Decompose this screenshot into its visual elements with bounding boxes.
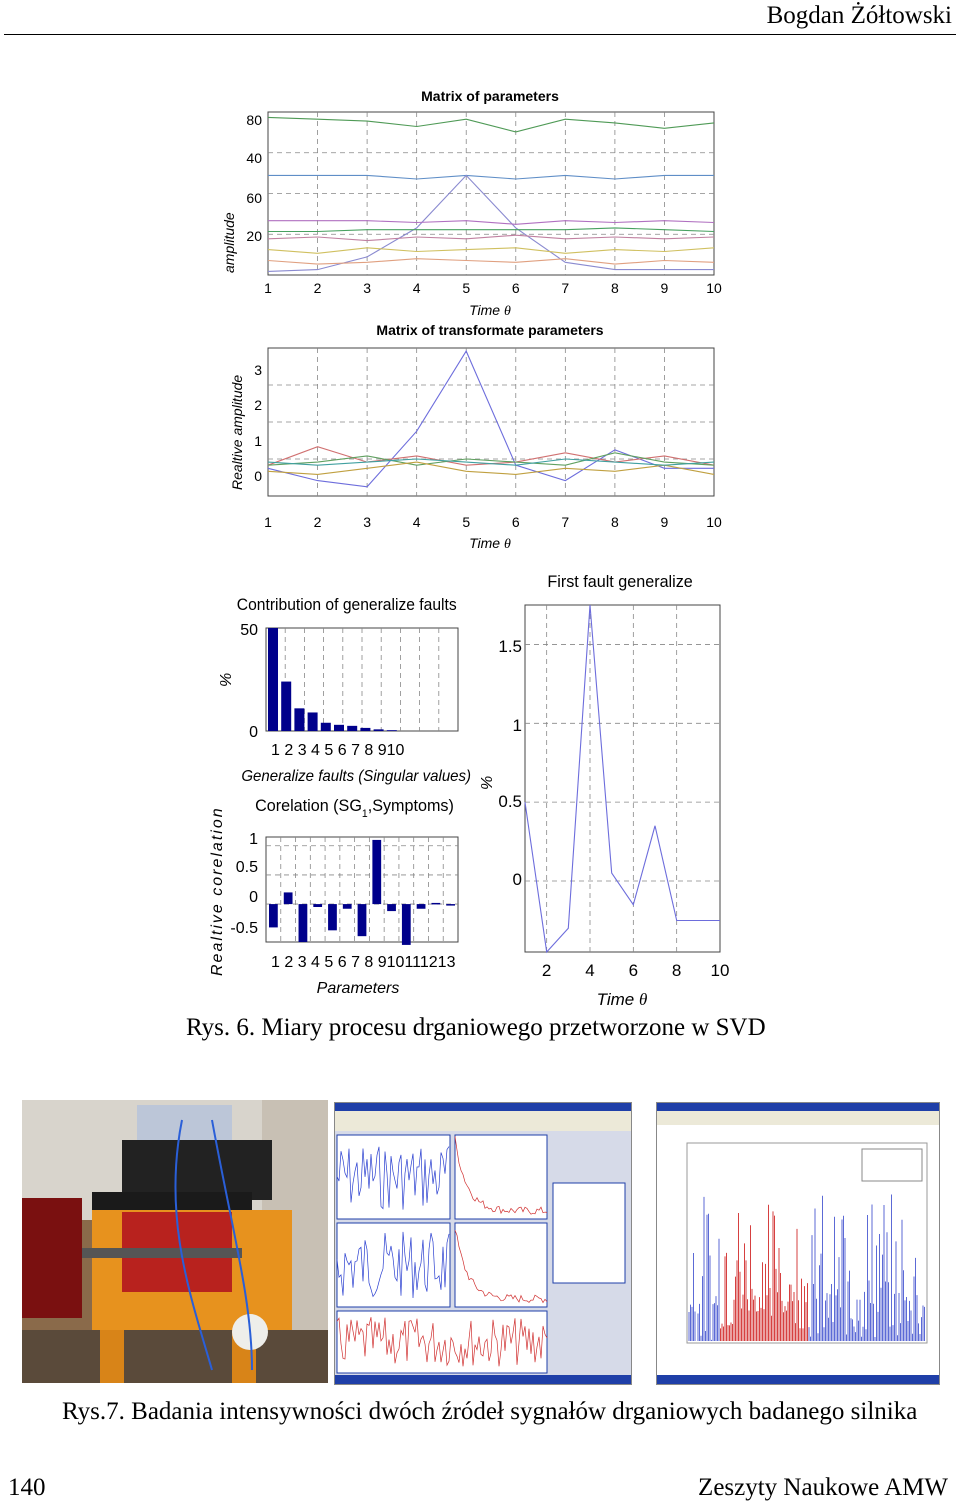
chart4-bar bbox=[284, 892, 293, 904]
chart5-xtick: 2 bbox=[541, 961, 552, 980]
chart1-series-line bbox=[268, 175, 714, 271]
chart2-xtick: 7 bbox=[561, 514, 570, 530]
figure7-caption: Rys.7. Badania intensywności dwóch źródeł sygnałów drganiowych badanego silnika bbox=[62, 1398, 918, 1425]
chart1-ytick: 80 bbox=[246, 112, 262, 128]
chart5-xtick: 8 bbox=[671, 961, 682, 980]
chart1-xtick: 3 bbox=[363, 280, 372, 296]
chart4-ytick: -0.5 bbox=[230, 920, 258, 937]
chart2-series-line bbox=[268, 447, 714, 466]
chart4-bar bbox=[372, 840, 381, 904]
chart5-xtick: 10 bbox=[710, 961, 730, 980]
chart5-ytick: 1.5 bbox=[498, 637, 522, 656]
photo-test-rig bbox=[22, 1100, 328, 1383]
chart3-bar bbox=[334, 725, 344, 731]
chart3-title: Contribution of generalize faults bbox=[236, 595, 457, 615]
chart2-xtick: 1 bbox=[264, 514, 272, 530]
chart4-ylabel: Realtive corelation bbox=[209, 806, 226, 976]
chart1-series-line bbox=[268, 248, 714, 254]
chart3-bar bbox=[347, 726, 357, 731]
chart2-xlabel: Time θ bbox=[469, 535, 511, 552]
chart4-bar bbox=[299, 904, 308, 942]
chart1-series-line bbox=[268, 259, 714, 264]
chart1-ytick: 40 bbox=[246, 150, 262, 166]
chart1-ytick: 60 bbox=[246, 190, 262, 206]
chart5-ylabel: % bbox=[479, 775, 496, 790]
chart1-series-line bbox=[268, 175, 714, 179]
chart4-bar bbox=[417, 904, 426, 909]
chart5-xtick: 6 bbox=[628, 961, 639, 980]
running-header: Bogdan Żółtowski bbox=[766, 2, 952, 29]
chart-matrix-of-transformate-parameters bbox=[200, 316, 760, 556]
screenshot-spectrum bbox=[656, 1102, 940, 1385]
chart3-bar bbox=[360, 728, 370, 731]
chart5-ytick: 0 bbox=[512, 870, 522, 889]
chart1-xtick: 10 bbox=[706, 280, 722, 296]
chart3-ytick: 50 bbox=[240, 622, 258, 639]
chart1-xtick: 7 bbox=[561, 280, 570, 296]
chart2-ytick: 0 bbox=[254, 468, 262, 484]
chart5-frame bbox=[525, 605, 720, 952]
chart3-bar bbox=[387, 730, 397, 731]
chart1-xlabel: Time θ bbox=[469, 302, 511, 319]
figure6-caption: Rys. 6. Miary procesu drganiowego przetworzone w SVD bbox=[186, 1014, 766, 1041]
chart4-bar bbox=[431, 903, 440, 905]
chart2-xtick: 2 bbox=[313, 514, 322, 530]
chart4-bar bbox=[446, 904, 455, 906]
screenshot-signal-analysis bbox=[334, 1102, 632, 1385]
chart2-xtick: 6 bbox=[511, 514, 520, 530]
chart2-ytick: 3 bbox=[254, 362, 262, 378]
chart3-ytick: 0 bbox=[249, 724, 258, 741]
chart3-bar bbox=[374, 729, 384, 731]
chart4-xlabel: Parameters bbox=[316, 980, 400, 997]
chart5-xlabel: Time θ bbox=[596, 990, 648, 1009]
chart4-bar bbox=[328, 904, 337, 930]
chart3-bar bbox=[281, 682, 291, 731]
chart4-bar bbox=[358, 904, 367, 936]
chart4-bar bbox=[269, 904, 278, 927]
page-number: 140 bbox=[8, 1474, 46, 1501]
chart-corelation bbox=[200, 790, 500, 1000]
chart5-series-line bbox=[525, 605, 720, 952]
chart5-ytick: 0.5 bbox=[498, 792, 522, 811]
chart2-ylabel: Realtive amplitude bbox=[229, 374, 245, 490]
chart1-series-line bbox=[268, 221, 714, 225]
journal-name: Zeszyty Naukowe AMW bbox=[698, 1474, 948, 1501]
chart4-xticks: 1 2 3 4 5 6 7 8 910111213 bbox=[271, 954, 456, 971]
chart4-ytick: 0.5 bbox=[235, 859, 258, 876]
chart5-title: First fault generalize bbox=[547, 571, 693, 592]
chart3-ylabel: % bbox=[218, 672, 235, 687]
chart3-xlabel: Generalize faults (Singular values) bbox=[241, 767, 472, 786]
chart1-ylabel: amplitude bbox=[221, 212, 237, 273]
chart2-title: Matrix of transformate parameters bbox=[376, 322, 604, 338]
chart5-xtick: 4 bbox=[585, 961, 595, 980]
chart2-xtick: 3 bbox=[363, 514, 372, 530]
chart4-bar bbox=[402, 904, 411, 945]
chart1-xtick: 4 bbox=[412, 280, 421, 296]
chart2-series-line bbox=[268, 351, 714, 487]
chart2-xtick: 9 bbox=[660, 514, 669, 530]
header-rule bbox=[4, 34, 956, 35]
chart1-series-line bbox=[268, 235, 714, 240]
chart3-bar bbox=[321, 723, 331, 731]
chart2-xtick: 10 bbox=[706, 514, 722, 530]
chart4-bar bbox=[387, 904, 396, 911]
chart4-ytick: 1 bbox=[249, 831, 258, 848]
chart4-title: Corelation $(SG_1,Symptoms)$ bbox=[255, 795, 454, 821]
chart1-xtick: 9 bbox=[660, 280, 669, 296]
chart3-xticks: 1 2 3 4 5 6 7 8 910 bbox=[271, 742, 405, 759]
chart-contribution-of-generalize-faults bbox=[200, 585, 500, 790]
chart2-xtick: 8 bbox=[610, 514, 619, 530]
chart1-title: Matrix of parameters bbox=[421, 88, 559, 104]
chart-first-fault-generalize bbox=[470, 565, 750, 1015]
chart4-bar bbox=[313, 904, 322, 907]
chart1-series-line bbox=[268, 228, 714, 232]
chart3-bar bbox=[308, 712, 318, 731]
chart1-xtick: 1 bbox=[264, 280, 272, 296]
chart2-xtick: 5 bbox=[462, 514, 471, 530]
chart3-bar bbox=[294, 708, 304, 731]
chart4-ytick: 0 bbox=[249, 889, 258, 906]
chart1-ytick: 20 bbox=[246, 228, 262, 244]
chart3-bar bbox=[268, 628, 278, 731]
chart-matrix-of-parameters bbox=[200, 80, 760, 320]
chart2-ytick: 2 bbox=[254, 397, 262, 413]
chart4-bar bbox=[343, 904, 352, 909]
chart1-series-line bbox=[268, 117, 714, 131]
chart5-ytick: 1 bbox=[512, 716, 522, 735]
chart2-ytick: 1 bbox=[254, 433, 262, 449]
chart1-xtick: 2 bbox=[313, 280, 322, 296]
chart1-xtick: 5 bbox=[462, 280, 471, 296]
chart1-xtick: 6 bbox=[511, 280, 520, 296]
chart2-xtick: 4 bbox=[412, 514, 421, 530]
chart1-xtick: 8 bbox=[610, 280, 619, 296]
